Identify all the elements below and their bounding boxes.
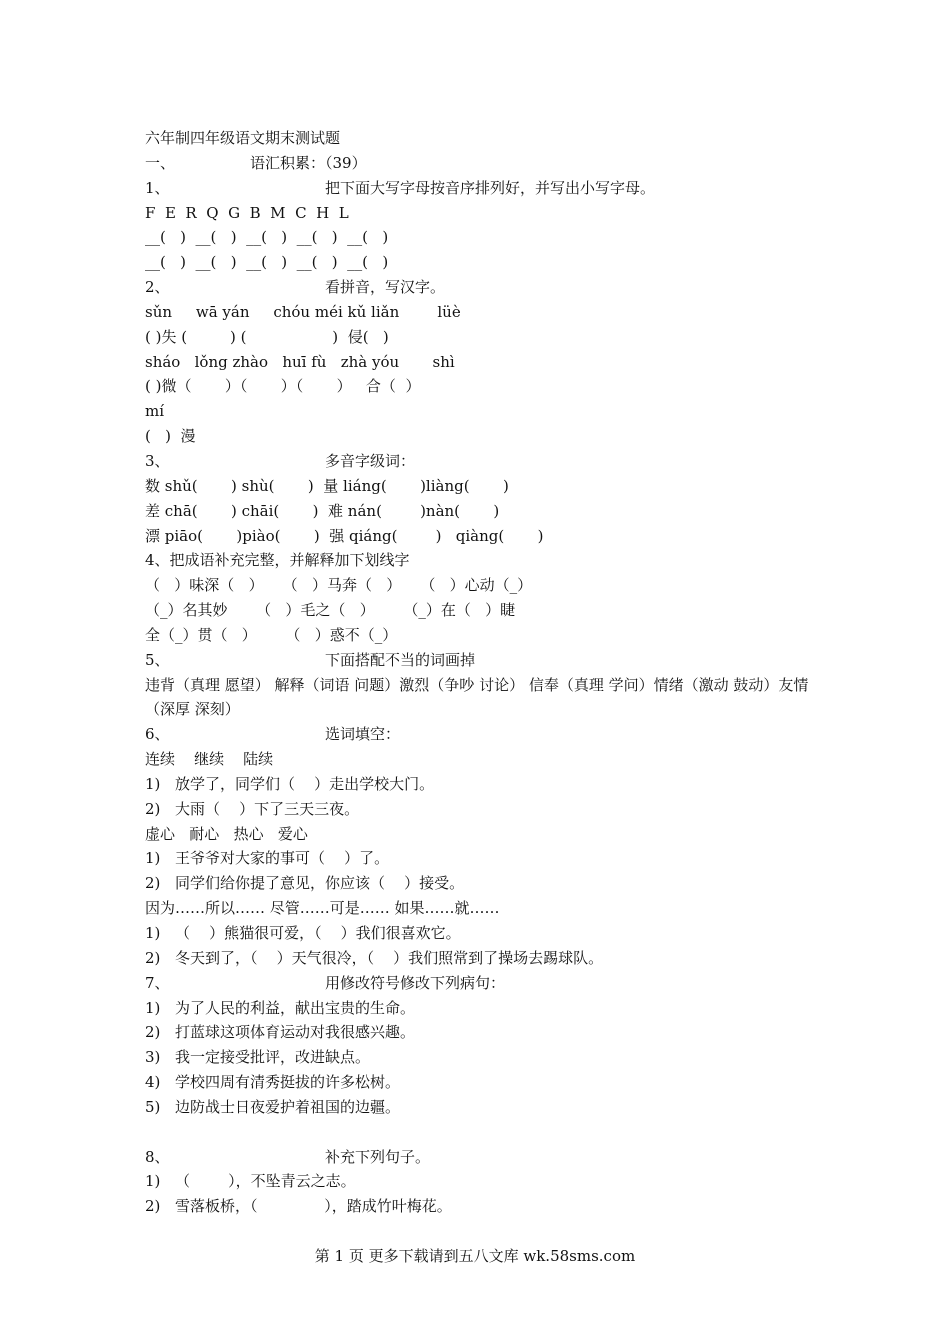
hanzi-row: ( ) 漫 [145,427,196,446]
question-number: 3、 [145,451,170,470]
polyphone-row: 数 shǔ( ) shù( ) 量 liáng( )liàng( ) [145,476,509,495]
word-choices: 因为……所以…… 尽管……可是…… 如果……就…… [145,899,500,918]
list-item: 2) 打蓝球这项体育运动对我很感兴趣。 [145,1023,416,1042]
idiom-row: （ ）味深（ ） （ ）马奔（ ） （ ）心动（_） [145,576,533,595]
list-item: 1) 王爷爷对大家的事可（ ）了。 [145,849,390,868]
question-4-heading: 4、把成语补充完整，并解释加下划线字 [145,551,410,570]
list-item: 2) 大雨（ ）下了三天三夜。 [145,799,360,818]
spacer [145,1120,825,1145]
list-item: 5) 边防战士日夜爱护着祖国的边疆。 [145,1097,401,1116]
list-item: 2) 雪落板桥，（ ），踏成竹叶梅花。 [145,1197,452,1216]
hanzi-row: ( )失 ( ) ( ) 侵( ) [145,327,389,346]
idiom-row: 全（_）贯（ ） （ ）惑不（_） [145,625,398,644]
question-number: 2、 [145,278,170,297]
question-2-heading [145,275,825,300]
section-1-heading [145,151,825,176]
idiom-row: （_）名其妙 （ ）毛之（ ） （_）在（ ）睫 [145,601,516,620]
question-6-heading [145,722,825,747]
polyphone-row: 差 chā( ) chāi( ) 难 nán( )nàn( ) [145,501,500,520]
question-1-heading [145,176,825,201]
question-text: 选词填空： [325,725,401,744]
list-item: 1) 放学了，同学们（ ）走出学校大门。 [145,774,435,793]
answer-blanks-row: __( ) __( ) __( ) __( ) __( ) [145,253,389,272]
pinyin-row: mí [145,402,165,421]
question-number: 7、 [145,973,170,992]
list-item: 1) （ ）熊猫很可爱，（ ）我们很喜欢它。 [145,924,461,942]
page-footer: 第 1 页 更多下载请到五八文库 wk.58sms.com [314,1247,636,1265]
question-text: 多音字级词： [325,451,416,470]
word-choices: 虚心 耐心 热心 爱心 [145,824,308,843]
list-item: 2) 冬天到了，（ ）天气很冷，（ ）我们照常到了操场去踢球队。 [145,948,604,967]
polyphone-row: 漂 piāo( )piào( ) 强 qiáng( ) qiàng( ) [145,526,544,545]
question-text: 看拼音，写汉字。 [325,278,446,297]
question-5-heading [145,648,825,673]
word-choices: 连续 继续 陆续 [145,750,274,769]
question-text: 把下面大写字母按音序排列好，并写出小写字母。 [325,178,656,197]
question-number: 1、 [145,178,170,197]
list-item: 1) （ ），不坠青云之志。 [145,1172,356,1191]
collocation-paragraph: 违背（真理 愿望） 解释（词语 问题）激烈（争吵 讨论） 信奉（真理 学问）情绪（激动 鼓动）友情（深厚 深刻） [145,675,809,719]
question-3-heading [145,449,825,474]
question-text: 用修改符号修改下列病句： [325,973,506,992]
question-number: 6、 [145,725,170,744]
section-number: 一、 [145,153,176,172]
page-title: 六年制四年级语文期末测试题 [145,129,341,147]
pinyin-row: sǔn wā yán chóu méi kǔ liǎn lüè [145,302,461,321]
letter-list: F E R Q G B M C H L [145,203,349,222]
exam-page [145,126,825,1219]
hanzi-row: ( )微（ ）（ ）（ ） 合（ ） [145,377,421,396]
question-text: 补充下列句子。 [325,1147,431,1166]
section-text: 语汇积累：（39） [250,153,367,172]
answer-blanks-row: __( ) __( ) __( ) __( ) __( ) [145,228,389,247]
list-item: 4) 学校四周有清秀挺拔的许多松树。 [145,1073,401,1092]
question-7-heading [145,971,825,996]
question-number: 8、 [145,1147,170,1166]
list-item: 1) 为了人民的利益，献出宝贵的生命。 [145,998,416,1017]
pinyin-row: sháo lǒng zhào huī fù zhà yóu shì [145,352,455,371]
question-8-heading [145,1145,825,1170]
question-text: 下面搭配不当的词画掉 [325,650,476,669]
list-item: 3) 我一定接受批评，改进缺点。 [145,1048,371,1067]
list-item: 2) 同学们给你提了意见，你应该（ ）接受。 [145,874,465,893]
question-number: 5、 [145,650,170,669]
